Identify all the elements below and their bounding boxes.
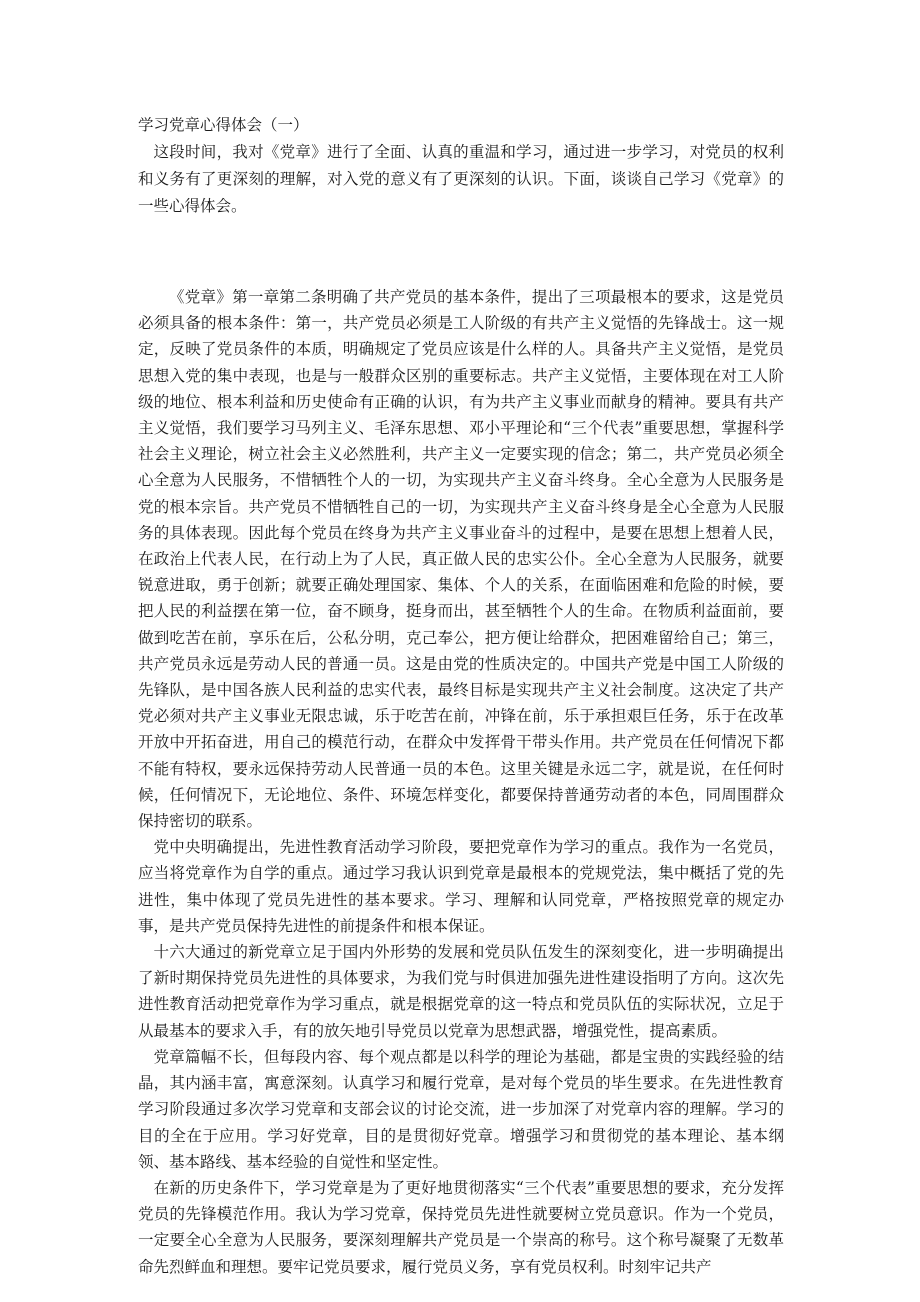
body-paragraph-1: 《党章》第一章第二条明确了共产党员的基本条件，提出了三项最根本的要求，这是党员必须具备的根本条件：第一，共产党员必须是工人阶级的有共产主义觉悟的先锋战士。这一规定，反映了党员条件的本质，明确规定了党员应该是什么样的人。具备共产主义觉悟，是党员思想入党的集中表现，也是与一般群众区别的重要标志。共产主义觉悟，主要体现在对工人阶级的地位、根本利益和历史使命有正确的认识，有为共产主义事业而献身的精神。要具有共产主义觉悟，我们要学习马列主义、毛泽东思想、邓小平理论和“三个代表”重要思想，掌握科学社会主义理论，树立社会主义必然胜利，共产主义一定要实现的信念；第二，共产党员必须全心全意为人民服务，不惜牺牲个人的一切，为实现共产主义奋斗终身。全心全意为人民服务是党的根本宗旨。共产党员不惜牺牲自己的一切，为实现共产主义奋斗终身是全心全意为人民服务的具体表现。因此每个党员在终身为共产主义事业奋斗的过程中，是要在思想上想着人民，在政治上代表人民，在行动上为了人民，真正做人民的忠实公仆。全心全意为人民服务，就要锐意进取，勇于创新；就要正确处理国家、集体、个人的关系，在面临困难和危险的时候，要把人民的利益摆在第一位，奋不顾身，挺身而出，甚至牺牲个人的生命。在物质利益面前，要做到吃苦在前，享乐在后，公私分明，克己奉公，把方便让给群众，把困难留给自己；第三，共产党员永远是劳动人民的普通一员。这是由党的性质决定的。中国共产党是中国工人阶级的先锋队，是中国各族人民利益的忠实代表，最终目标是实现共产主义社会制度。这决定了共产党必须对共产主义事业无限忠诚，乐于吃苦在前，冲锋在前，乐于承担艰巨任务，乐于在改革开放中开拓奋进，用自己的模范行动，在群众中发挥骨干带头作用。共产党员在任何情况下都不能有特权，要永远保持劳动人民普通一员的本色。这里关键是永远二字，就是说，在任何时候，任何情况下，无论地位、条件、环境怎样变化，都要保持普通劳动者的本色，同周围群众保持密切的联系。 bbox=[138, 288, 784, 831]
body-paragraph-4: 党章篇幅不长，但每段内容、每个观点都是以科学的理论为基础，都是宝贵的实践经验的结晶，其内涵丰富，寓意深刻。认真学习和履行党章，是对每个党员的毕生要求。在先进性教育学习阶段通过多次学习党章和支部会议的讨论交流，进一步加深了对党章内容的理解。学习的目的全在于应用。学习好党章，目的是贯彻好党章。增强学习和贯彻党的基本理论、基本纲领、基本路线、基本经验的自觉性和坚定性。 bbox=[138, 1047, 784, 1171]
body-paragraph-2: 党中央明确提出，先进性教育活动学习阶段，要把党章作为学习的重点。我作为一名党员，应当将党章作为自学的重点。通过学习我认识到党章是最根本的党规党法，集中概括了党的先进性，集中体现了党员先进性的基本要求。学习、理解和认同党章，严格按照党章的规定办事，是共产党员保持先进性的前提条件和根本保证。 bbox=[138, 838, 784, 935]
intro-paragraph: 这段时间，我对《党章》进行了全面、认真的重温和学习，通过进一步学习，对党员的权利和义务有了更深刻的理解，对入党的意义有了更深刻的认识。下面，谈谈自己学习《党章》的一些心得体会。 bbox=[138, 143, 784, 215]
body-paragraph-5: 在新的历史条件下，学习党章是为了更好地贯彻落实“三个代表”重要思想的要求，充分发挥党员的先锋模范作用。我认为学习党章，保持党员先进性就要树立党员意识。作为一个党员，一定要全心全意为人民服务，要深刻理解共产党员是一个崇高的称号。这个称号凝聚了无数革命先烈鲜血和理想。要牢记党员要求，履行党员义务，享有党员权利。时刻牢记共产 bbox=[138, 1178, 784, 1276]
document-page bbox=[138, 112, 784, 1280]
document-title: 学习党章心得体会（一） bbox=[138, 116, 309, 134]
body-paragraph-3: 十六大通过的新党章立足于国内外形势的发展和党员队伍发生的深刻变化，进一步明确提出了新时期保持党员先进性的具体要求，为我们党与时俱进加强先进性建设指明了方向。这次先进性教育活动把党章作为学习重点，就是根据党章的这一特点和党员队伍的实际状况，立足于从最基本的要求入手，有的放矢地引导党员以党章为思想武器，增强党性，提高素质。 bbox=[138, 943, 784, 1040]
blank-gap bbox=[138, 220, 784, 284]
